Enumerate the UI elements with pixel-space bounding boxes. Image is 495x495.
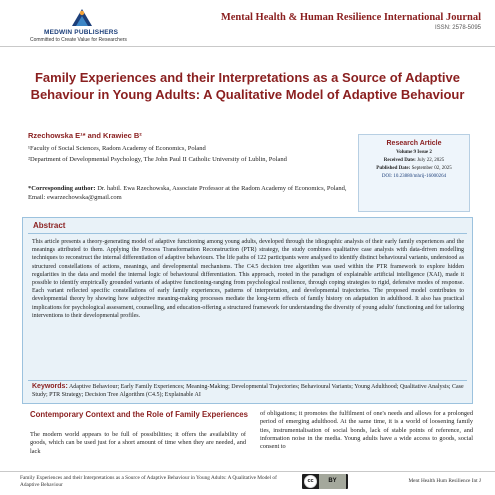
medwin-logo-icon xyxy=(70,6,94,28)
doi-link[interactable]: DOI: 10.23880/mhrij-16000264 xyxy=(381,174,447,179)
issn: ISSN: 2578-5095 xyxy=(434,25,481,31)
journal-title[interactable]: Mental Health & Human Resilience International Journal xyxy=(220,12,481,23)
affiliation-2: ²Department of Developmental Psychology, The John Paul II Catholic University of Lublin, Poland xyxy=(28,156,287,163)
cc-license-badge[interactable] xyxy=(302,474,348,489)
page-header xyxy=(0,0,495,46)
keywords-divider xyxy=(28,380,467,381)
section-heading: Contemporary Context and the Role of Family Experiences xyxy=(30,410,248,419)
creative-commons-icon: cc xyxy=(304,475,317,488)
attribution-icon: BY xyxy=(319,474,346,489)
footer-article-title: Family Experiences and their Interpretations as a Source of Adaptive Behaviour in Young Adults: A Qualitative Model of Adaptive Behaviour xyxy=(20,475,277,488)
body-column-right: of obligations; it promotes the fulfilment of one's needs and allows for a prolonged period of emerging adulthood. At the same time, it is a world of loosening family ties, instrumentalisation of social bonds, lack of stable points of reference, and information noise in the media. Young adults have a wide access to goods, social consent to xyxy=(260,410,473,451)
author-list: Rzechowska E¹* and Krawiec B² xyxy=(28,131,142,140)
footer-divider xyxy=(0,471,495,472)
corresponding-author xyxy=(28,184,350,202)
publisher-tagline: Committed to Create Value for Researchers xyxy=(30,37,127,43)
corresponding-author-label: *Corresponding author: xyxy=(28,185,96,192)
published-date: Published Date: September 02, 2025 xyxy=(376,166,452,171)
keywords xyxy=(32,383,464,399)
article-info-box xyxy=(358,134,470,212)
publisher-logo xyxy=(30,6,150,44)
article-type: Research Article xyxy=(386,140,442,147)
received-date: Received Date: July 22, 2025 xyxy=(383,158,445,163)
keywords-text: Adaptive Behaviour; Early Family Experiences; Meaning-Making; Developmental Trajectories; Behavioural Variants; Young Adulthood; Qualitative Analysis; Case Study; PTR Strategy; Decision Tree Algorithm (C4.5); Explainable AI xyxy=(32,384,464,399)
article-title: Family Experiences and their Interpretations as a Source of Adaptive Behaviour in Young Adults: A Qualitative Model of Adaptive Behaviour xyxy=(30,70,465,102)
body-column-left: The modern world appears to be full of possibilities; it offers the availability of goods, which can be used just for a short amount of time when they are needed, and lack xyxy=(30,431,246,455)
abstract-text: This article presents a theory-generating model of adaptive functioning among young adults, developed through the idiographic analysis of their early family experiences and the meanings attributed to them. Applying the Process Transformation Reconstruction (PTR) strategy, the study combines qualitative case analysis with data-driven modelling techniques to reconstruct the internal differentiation of adaptive behaviours. The life paths of 122 participants were analysed to identify distinct behavioural variants, understood as structured constellations of actions, meanings, and developmental mechanisms. The C4.5 decision tree algorithm was used within the PTR framework to explore hidden regularities in the data and model the internal logic of behavioural differentiation. This approach, rooted in the paradigm of explainable artificial intelligence (XAI), made it possible to identify empirically grounded variants of adaptive functioning-ranging from psychological resilience, through coping strategies to rigid, defensive modes of response. Each variant reflected specific constellations of early family experiences, patterns of interpretation, and developmental trajectories. The proposed model contributes to developmental theory by showing how subjective meaning-making processes mediate the long-term effects of family history on adaptation in adulthood. It also has practical implications for psychological assessment, counselling, and education-offering a structured framework for understanding the diversity of young adults' functioning and for tailoring interventions to their developmental profiles. xyxy=(32,239,464,319)
abstract-divider xyxy=(28,233,467,234)
corresponding-author-text: Dr. habil. Ewa Rzechowska, Associate Professor at the Radom Academy of Economics, Poland, Email: ewarzechowska@gmail.com xyxy=(28,185,347,201)
abstract-heading: Abstract xyxy=(33,221,66,230)
article-volume: Volume 9 Issue 2 xyxy=(396,150,432,155)
abstract-box xyxy=(22,217,473,404)
footer-journal-abbrev: Ment Health Hum Resilience Int J xyxy=(408,478,481,484)
keywords-label: Keywords: xyxy=(32,383,68,390)
publisher-name: MEDWIN PUBLISHERS xyxy=(44,29,119,36)
affiliation-1: ¹Faculty of Social Sciences, Radom Academy of Economics, Poland xyxy=(28,145,206,152)
header-divider xyxy=(0,46,495,47)
